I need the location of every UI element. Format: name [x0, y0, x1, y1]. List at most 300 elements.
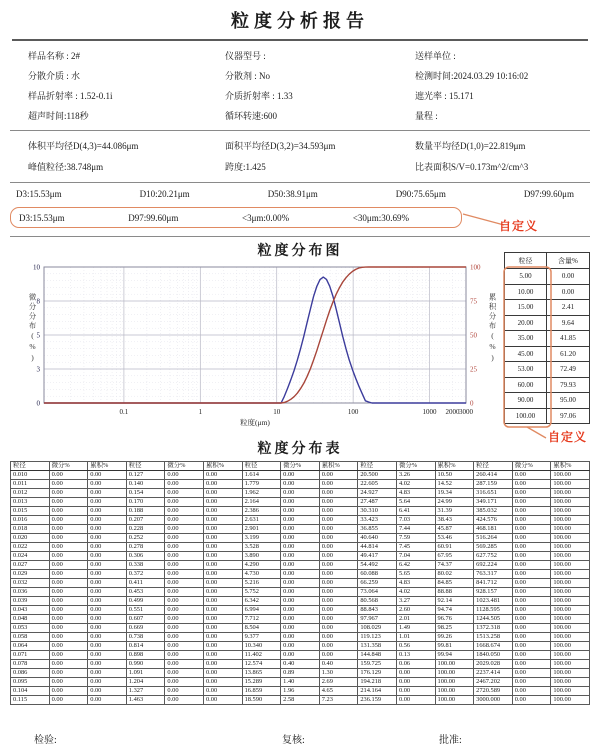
dist-cell: 2237.414: [474, 669, 513, 678]
dist-cell: 6.41: [396, 507, 435, 516]
x-axis-tick: 0.1: [119, 408, 129, 416]
dist-cell: 0.00: [281, 552, 320, 561]
dist-row: [11, 480, 590, 489]
dist-col-header: 微分%: [396, 462, 435, 471]
dist-cell: 84.85: [435, 579, 474, 588]
dist-cell: 96.76: [435, 615, 474, 624]
inspector-label: 检验:: [34, 735, 57, 746]
dist-cell: 0.00: [203, 597, 242, 606]
right-axis-tick: 25: [470, 365, 477, 374]
x-axis-tick: 2000: [445, 408, 460, 416]
dist-cell: 0.00: [203, 669, 242, 678]
dist-cell: 100.00: [551, 561, 590, 570]
dist-cell: 0.00: [281, 588, 320, 597]
dist-cell: 40.640: [358, 534, 397, 543]
dist-cell: 0.00: [165, 660, 204, 669]
dist-cell: 12.574: [242, 660, 281, 669]
dist-cell: 0.00: [49, 507, 88, 516]
dist-cell: 0.00: [203, 624, 242, 633]
dist-cell: 0.00: [203, 642, 242, 651]
dist-cell: 92.14: [435, 597, 474, 606]
dist-row: [11, 615, 590, 624]
dist-cell: 0.00: [165, 489, 204, 498]
dist-cell: 2.69: [319, 678, 358, 687]
dist-cell: 2.60: [396, 606, 435, 615]
dist-cell: 100.00: [551, 525, 590, 534]
dist-cell: 0.00: [203, 651, 242, 660]
info-medium: 分散介质 : 水: [28, 71, 81, 81]
dist-cell: 80.568: [358, 597, 397, 606]
custom-lt30: <30μm:30.69%: [352, 212, 409, 223]
dist-cell: 1.962: [242, 489, 281, 498]
side-table-row: [505, 362, 590, 378]
dist-cell: 0.00: [88, 624, 127, 633]
dist-cell: 0.016: [11, 516, 50, 525]
side-cell: 35.00: [505, 331, 547, 347]
dist-cell: 1.01: [396, 633, 435, 642]
dist-cell: 0.00: [281, 471, 320, 480]
dist-cell: 0.00: [512, 507, 551, 516]
right-axis-tick: 75: [470, 297, 477, 306]
dist-cell: 0.00: [49, 669, 88, 678]
dist-cell: 0.00: [165, 651, 204, 660]
dist-cell: 0.00: [512, 660, 551, 669]
differential-curve: [44, 277, 466, 403]
dist-cell: 0.814: [126, 642, 165, 651]
dist-cell: 0.738: [126, 633, 165, 642]
dist-cell: 0.00: [203, 579, 242, 588]
dist-col-header: 累积%: [435, 462, 474, 471]
dist-cell: 0.00: [88, 579, 127, 588]
dist-cell: 0.00: [396, 678, 435, 687]
info-dispersant: 分散剂 : No: [225, 71, 271, 81]
dist-cell: 10.50: [435, 471, 474, 480]
dist-row: [11, 624, 590, 633]
dist-cell: 0.499: [126, 597, 165, 606]
dist-cell: 176.129: [358, 669, 397, 678]
dist-cell: 3.26: [396, 471, 435, 480]
dist-cell: 5.216: [242, 579, 281, 588]
dist-cell: 0.228: [126, 525, 165, 534]
dist-cell: 0.00: [88, 507, 127, 516]
dist-cell: 6.342: [242, 597, 281, 606]
dist-cell: 1372.318: [474, 624, 513, 633]
dist-cell: 13.865: [242, 669, 281, 678]
dist-cell: 0.00: [203, 615, 242, 624]
dist-cell: 0.032: [11, 579, 50, 588]
dist-cell: 424.576: [474, 516, 513, 525]
dist-cell: 0.00: [49, 525, 88, 534]
dist-cell: 0.00: [165, 588, 204, 597]
dist-cell: 0.00: [512, 489, 551, 498]
cumulative-side-table-wrap: [504, 252, 600, 444]
dist-cell: 4.290: [242, 561, 281, 570]
distribution-table-section: [0, 438, 600, 705]
chart-plot: [0, 261, 500, 435]
dist-cell: 0.56: [396, 642, 435, 651]
dist-cell: 0.00: [281, 525, 320, 534]
dist-row: [11, 543, 590, 552]
dist-col-header: 微分%: [49, 462, 88, 471]
dist-cell: 0.127: [126, 471, 165, 480]
dist-cell: 0.00: [88, 561, 127, 570]
dist-cell: 0.13: [396, 651, 435, 660]
dist-cell: 36.855: [358, 525, 397, 534]
side-cell: 41.85: [546, 331, 589, 347]
dist-cell: 0.00: [512, 651, 551, 660]
dist-cell: 49.417: [358, 552, 397, 561]
dist-cell: 0.00: [165, 561, 204, 570]
dist-cell: 100.00: [551, 669, 590, 678]
dist-cell: 100.00: [551, 471, 590, 480]
dist-cell: 0.015: [11, 507, 50, 516]
dist-row: [11, 678, 590, 687]
dist-row: [11, 525, 590, 534]
dist-cell: 0.372: [126, 570, 165, 579]
dist-cell: 0.00: [203, 507, 242, 516]
dist-cell: 0.00: [88, 480, 127, 489]
dist-cell: 19.34: [435, 489, 474, 498]
dist-cell: 88.88: [435, 588, 474, 597]
d90-value: D90:75.65μm: [395, 189, 446, 199]
info-medium-ri: 介质折射率 : 1.33: [225, 91, 293, 101]
dist-col-header: 微分%: [512, 462, 551, 471]
dist-cell: 16.859: [242, 687, 281, 696]
dist-cell: 7.712: [242, 615, 281, 624]
dist-cell: 100.00: [551, 696, 590, 705]
dist-cell: 0.00: [203, 516, 242, 525]
dist-cell: 0.00: [319, 498, 358, 507]
dist-col-header: 粒径: [474, 462, 513, 471]
dist-cell: 0.00: [203, 525, 242, 534]
dist-cell: 236.159: [358, 696, 397, 705]
dist-cell: 627.752: [474, 552, 513, 561]
dist-cell: 0.00: [165, 543, 204, 552]
dist-cell: 0.00: [88, 633, 127, 642]
dist-cell: 1.327: [126, 687, 165, 696]
dist-cell: 0.064: [11, 642, 50, 651]
dist-cell: 119.123: [358, 633, 397, 642]
side-table-row: [505, 284, 590, 300]
dist-cell: 99.81: [435, 642, 474, 651]
dist-cell: 0.00: [165, 606, 204, 615]
dist-cell: 1513.258: [474, 633, 513, 642]
info-obscuration: 遮光率 : 15.171: [415, 91, 474, 101]
dist-cell: 0.00: [49, 615, 88, 624]
dist-cell: 0.086: [11, 669, 50, 678]
dist-cell: 100.00: [551, 570, 590, 579]
dist-cell: 100.00: [551, 642, 590, 651]
side-cell: 0.00: [546, 284, 589, 300]
dist-cell: 108.029: [358, 624, 397, 633]
dist-cell: 0.453: [126, 588, 165, 597]
dist-cell: 1840.050: [474, 651, 513, 660]
dist-cell: 0.140: [126, 480, 165, 489]
dist-row: [11, 696, 590, 705]
side-cell: 2.41: [546, 300, 589, 316]
dist-cell: 11.402: [242, 651, 281, 660]
side-cell: 5.00: [505, 269, 547, 285]
dist-cell: 0.00: [49, 516, 88, 525]
dist-cell: 53.46: [435, 534, 474, 543]
dist-cell: 0.669: [126, 624, 165, 633]
dist-cell: 0.00: [88, 498, 127, 507]
dist-cell: 100.00: [551, 516, 590, 525]
dist-cell: 100.00: [551, 624, 590, 633]
info-pump-speed: 循环转速:600: [225, 111, 278, 121]
dist-col-header: 累积%: [551, 462, 590, 471]
x-axis-tick: 100: [347, 408, 359, 416]
dist-cell: 0.00: [49, 624, 88, 633]
dist-cell: 1128.595: [474, 606, 513, 615]
dist-cell: 18.590: [242, 696, 281, 705]
dist-cell: 66.259: [358, 579, 397, 588]
dist-cell: 0.058: [11, 633, 50, 642]
dist-cell: 88.843: [358, 606, 397, 615]
dist-col-header: 微分%: [281, 462, 320, 471]
dist-cell: 287.159: [474, 480, 513, 489]
dist-cell: 0.00: [88, 534, 127, 543]
dist-cell: 0.00: [203, 489, 242, 498]
dist-cell: 0.00: [49, 606, 88, 615]
dist-cell: 0.00: [203, 561, 242, 570]
dist-cell: 0.043: [11, 606, 50, 615]
dist-cell: 0.00: [88, 543, 127, 552]
dist-cell: 8.504: [242, 624, 281, 633]
x-axis-tick: 1000: [422, 408, 437, 416]
dist-cell: 0.00: [88, 651, 127, 660]
dist-cell: 0.00: [165, 480, 204, 489]
dist-cell: 0.00: [512, 606, 551, 615]
dist-cell: 98.25: [435, 624, 474, 633]
side-cell: 10.00: [505, 284, 547, 300]
dist-cell: 4.02: [396, 588, 435, 597]
info-ultrasonic: 超声时间:118秒: [28, 111, 89, 121]
dist-cell: 1023.481: [474, 597, 513, 606]
dist-cell: 0.00: [396, 669, 435, 678]
dist-cell: 0.00: [165, 552, 204, 561]
dist-cell: 0.00: [88, 489, 127, 498]
dist-cell: 100.00: [551, 660, 590, 669]
dist-cell: 0.00: [319, 534, 358, 543]
dist-cell: 194.218: [358, 678, 397, 687]
dist-cell: 99.94: [435, 651, 474, 660]
span-value: 跨度:1.425: [225, 162, 266, 172]
left-axis-label: 微分分布(%): [28, 293, 37, 364]
page-title: 粒度分析报告: [231, 11, 369, 31]
dist-cell: 0.00: [281, 642, 320, 651]
dist-cell: 0.00: [88, 660, 127, 669]
dist-cell: 0.00: [281, 534, 320, 543]
distribution-chart: [0, 256, 600, 444]
dist-cell: 0.00: [512, 642, 551, 651]
dist-row: [11, 552, 590, 561]
side-table-row: [505, 408, 590, 424]
dist-cell: 385.032: [474, 507, 513, 516]
dist-cell: 0.00: [512, 570, 551, 579]
dist-cell: 27.487: [358, 498, 397, 507]
dist-cell: 0.00: [319, 561, 358, 570]
dist-cell: 0.40: [319, 660, 358, 669]
dist-cell: 24.927: [358, 489, 397, 498]
side-cell: 90.00: [505, 393, 547, 409]
dist-cell: 0.00: [319, 633, 358, 642]
dist-cell: 0.252: [126, 534, 165, 543]
specific-area: 比表面积S/V=0.173m^2/cm^3: [415, 162, 529, 172]
dist-cell: 0.00: [88, 525, 127, 534]
dist-cell: 0.00: [319, 552, 358, 561]
dist-cell: 159.725: [358, 660, 397, 669]
dist-cell: 0.00: [165, 633, 204, 642]
dist-cell: 4.83: [396, 489, 435, 498]
dist-cell: 7.04: [396, 552, 435, 561]
dist-cell: 0.188: [126, 507, 165, 516]
peak-size: 峰值粒径:38.748μm: [28, 162, 104, 172]
dist-cell: 0.00: [88, 615, 127, 624]
info-sample-name: 样品名称 : 2#: [28, 51, 81, 61]
chart-title: 粒度分布图: [257, 244, 343, 259]
dist-cell: 7.45: [396, 543, 435, 552]
dist-cell: 1.204: [126, 678, 165, 687]
dist-cell: 0.00: [281, 606, 320, 615]
dist-cell: 0.00: [165, 642, 204, 651]
dist-cell: 1.779: [242, 480, 281, 489]
dist-cell: 2.631: [242, 516, 281, 525]
dist-cell: 0.00: [49, 597, 88, 606]
dist-cell: 100.00: [435, 669, 474, 678]
dist-cell: 24.99: [435, 498, 474, 507]
dist-cell: 31.39: [435, 507, 474, 516]
dist-cell: 0.00: [203, 633, 242, 642]
dist-cell: 7.44: [396, 525, 435, 534]
dist-cell: 0.00: [319, 525, 358, 534]
dist-cell: 0.207: [126, 516, 165, 525]
info-instrument: 仪器型号 :: [225, 51, 266, 61]
dist-cell: 0.40: [281, 660, 320, 669]
side-cell: 15.00: [505, 300, 547, 316]
dist-cell: 100.00: [551, 606, 590, 615]
dist-cell: 0.00: [203, 480, 242, 489]
dist-cell: 0.00: [203, 498, 242, 507]
dist-cell: 0.00: [165, 534, 204, 543]
dist-cell: 0.00: [319, 507, 358, 516]
dist-cell: 0.00: [49, 678, 88, 687]
dist-row: [11, 642, 590, 651]
dist-cell: 0.278: [126, 543, 165, 552]
dist-cell: 0.990: [126, 660, 165, 669]
dist-cell: 1.49: [396, 624, 435, 633]
dist-cell: 0.00: [396, 696, 435, 705]
dist-row: [11, 651, 590, 660]
dist-cell: 0.00: [49, 489, 88, 498]
dist-cell: 0.036: [11, 588, 50, 597]
dist-cell: 0.00: [319, 651, 358, 660]
left-axis-tick: 3: [36, 365, 40, 374]
dist-col-header: 累积%: [88, 462, 127, 471]
x-axis-tick: 1: [198, 408, 203, 416]
dist-cell: 4.730: [242, 570, 281, 579]
dist-cell: 0.00: [88, 696, 127, 705]
dist-row: [11, 669, 590, 678]
dist-cell: 0.00: [319, 579, 358, 588]
custom-d-row: [10, 206, 600, 232]
dist-row: [11, 633, 590, 642]
dist-cell: 0.00: [319, 588, 358, 597]
dist-cell: 763.317: [474, 570, 513, 579]
right-axis-label: 累积分布(%): [488, 293, 497, 364]
dist-cell: 841.712: [474, 579, 513, 588]
dist-cell: 100.00: [551, 579, 590, 588]
dist-cell: 0.00: [281, 597, 320, 606]
dist-cell: 0.00: [281, 561, 320, 570]
side-cell: 61.20: [546, 346, 589, 362]
dist-cell: 0.00: [319, 615, 358, 624]
side-col-header: 粒径: [505, 253, 547, 269]
side-table-row: [505, 300, 590, 316]
dist-cell: 0.00: [512, 498, 551, 507]
dist-cell: 10.340: [242, 642, 281, 651]
custom-d-highlight-box: [10, 207, 462, 228]
dist-cell: 100.00: [551, 498, 590, 507]
dist-cell: 0.00: [512, 579, 551, 588]
dist-cell: 0.00: [203, 570, 242, 579]
dist-cell: 0.306: [126, 552, 165, 561]
dist-cell: 0.013: [11, 498, 50, 507]
dist-cell: 0.00: [203, 534, 242, 543]
dist-cell: 100.00: [551, 588, 590, 597]
info-sample-ri: 样品折射率 : 1.52-0.1i: [28, 91, 113, 101]
dist-cell: 1668.674: [474, 642, 513, 651]
cumulative-side-table: [504, 252, 590, 424]
divider: [10, 236, 590, 237]
dist-cell: 38.43: [435, 516, 474, 525]
dist-cell: 99.26: [435, 633, 474, 642]
dist-cell: 0.00: [203, 660, 242, 669]
d10-value: D10:20.21μm: [139, 189, 190, 199]
side-cell: 0.00: [546, 269, 589, 285]
dist-cell: 3000.000: [474, 696, 513, 705]
dist-cell: 131.358: [358, 642, 397, 651]
dist-cell: 0.00: [512, 615, 551, 624]
dist-cell: 0.00: [281, 615, 320, 624]
dist-cell: 100.00: [551, 507, 590, 516]
dist-col-header: 粒径: [11, 462, 50, 471]
dist-cell: 2.164: [242, 498, 281, 507]
dist-cell: 0.00: [88, 678, 127, 687]
dist-cell: 0.039: [11, 597, 50, 606]
dist-cell: 0.00: [512, 525, 551, 534]
dist-cell: 0.00: [319, 642, 358, 651]
dist-cell: 0.00: [49, 561, 88, 570]
dist-cell: 54.492: [358, 561, 397, 570]
side-cell: 9.64: [546, 315, 589, 331]
info-range: 量程 :: [415, 111, 438, 121]
dist-cell: 0.115: [11, 696, 50, 705]
dist-cell: 0.00: [88, 570, 127, 579]
dist-cell: 0.027: [11, 561, 50, 570]
d3-value: D3:15.53μm: [16, 189, 62, 199]
side-cell: 95.00: [546, 393, 589, 409]
mean-volume: 体积平均径D(4,3)=44.086μm: [28, 141, 139, 151]
side-cell: 20.00: [505, 315, 547, 331]
left-axis-tick: 5: [36, 331, 40, 340]
dist-cell: 0.00: [88, 516, 127, 525]
dist-cell: 0.551: [126, 606, 165, 615]
dist-cell: 0.89: [281, 669, 320, 678]
dist-cell: 0.00: [281, 516, 320, 525]
dist-cell: 0.00: [512, 561, 551, 570]
dist-cell: 0.00: [281, 633, 320, 642]
